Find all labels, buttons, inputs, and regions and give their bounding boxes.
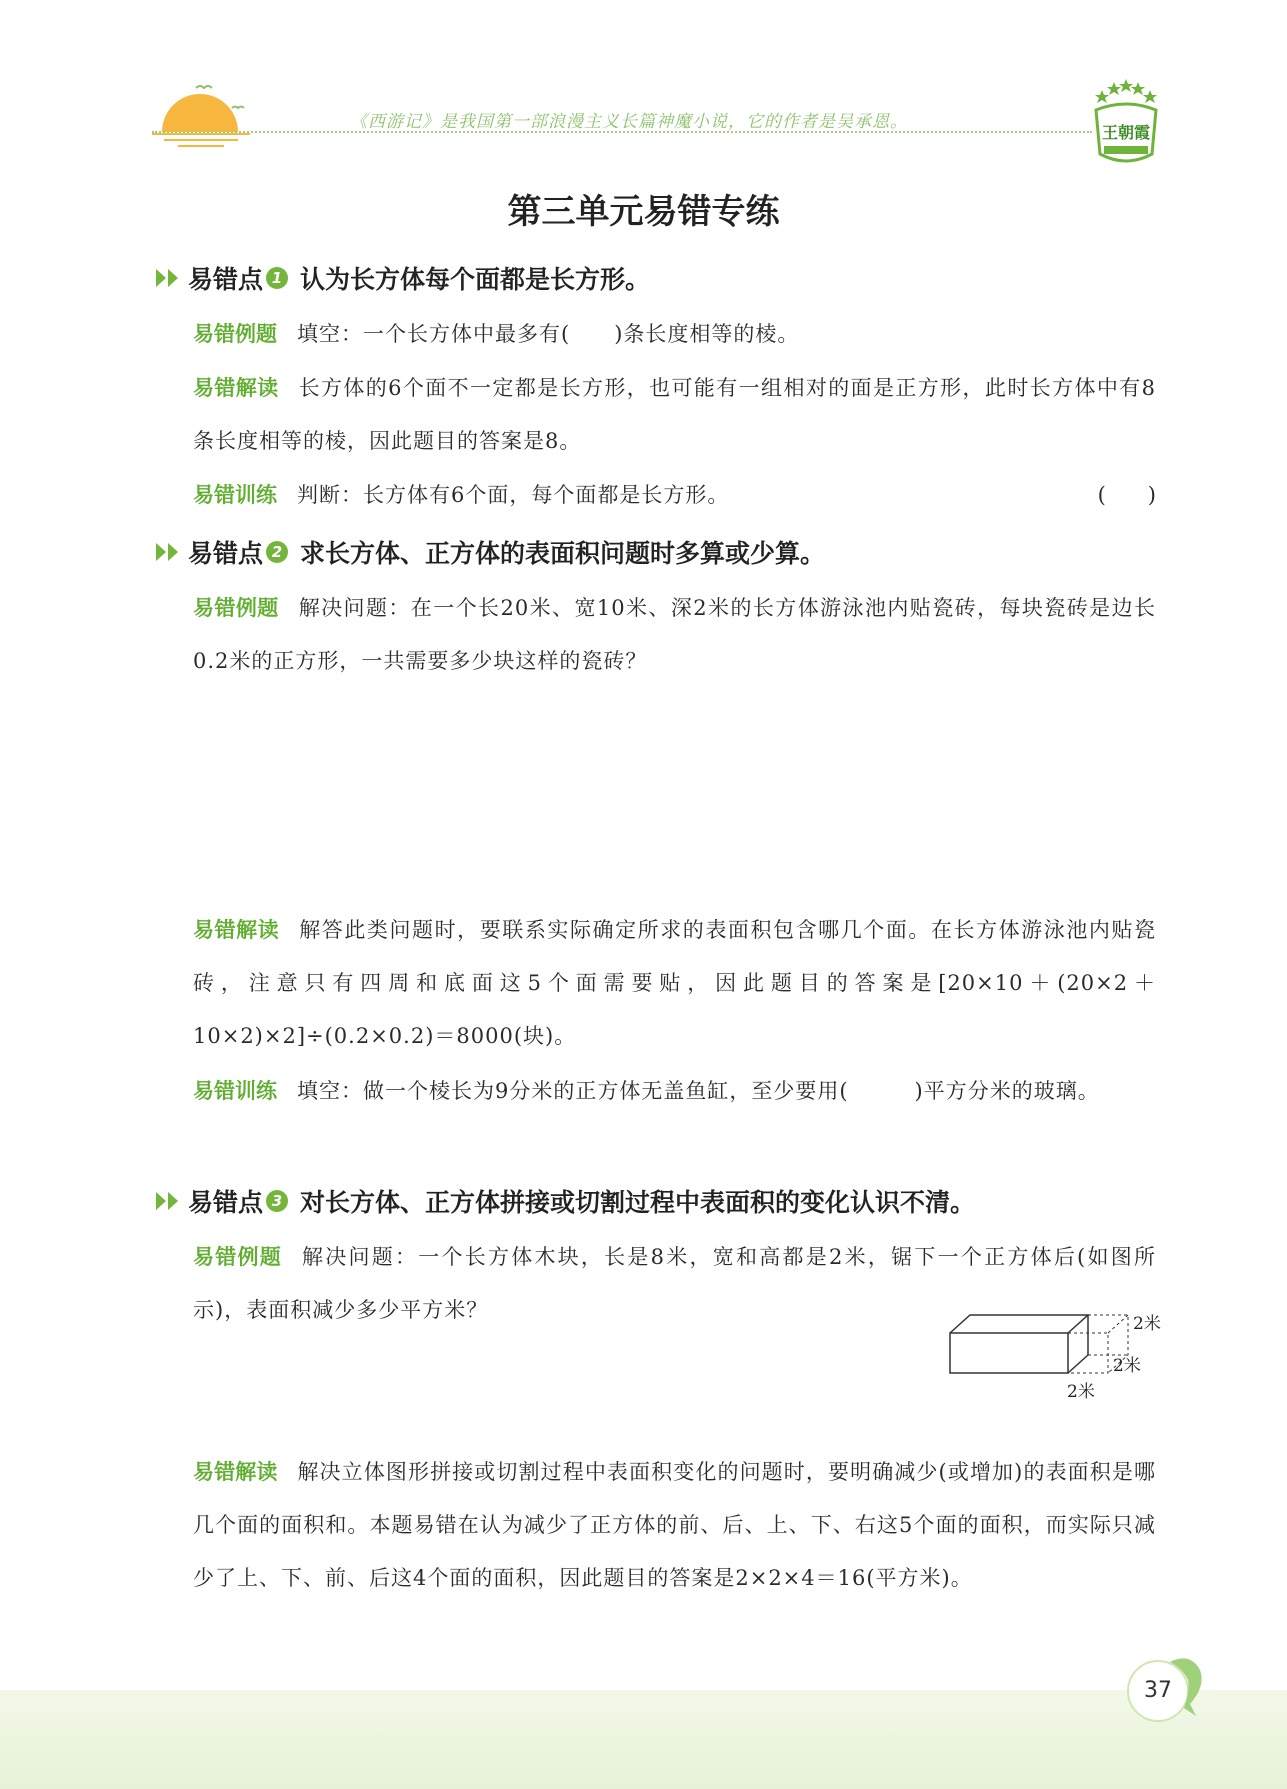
training-text: 判断：长方体有6个面，每个面都是长方形。 (297, 483, 730, 507)
training-text: 填空：做一个棱长为9分米的正方体无盖鱼缸，至少要用( )平方分米的玻璃。 (297, 1079, 1100, 1103)
height-label: 2米 (1133, 1314, 1161, 1334)
point-number-badge: 1 (266, 267, 288, 289)
badge-text: 王朝霞 (1101, 123, 1151, 142)
training-tag: 易错训练 (193, 1079, 277, 1103)
example-text: 解决问题：在一个长20米、宽10米、深2米的长方体游泳池内贴瓷砖，每块瓷砖是边长0.2米的正方形，一共需要多少块这样的瓷砖？ (193, 596, 1156, 673)
analysis-tag: 易错解读 (193, 1460, 278, 1484)
analysis-tag: 易错解读 (193, 376, 279, 400)
error-point-3-heading (156, 1183, 975, 1219)
analysis-tag: 易错解读 (193, 918, 280, 942)
double-arrow-icon (156, 1190, 182, 1212)
dolphin-icon (1160, 1652, 1210, 1722)
point-number-badge: 3 (266, 1190, 288, 1212)
error-point-2-heading (156, 534, 825, 570)
example-2 (193, 582, 1156, 688)
point-text: 认为长方体每个面都是长方形。 (300, 265, 651, 294)
header-quote: 《西游记》是我国第一部浪漫主义长篇神魔小说，它的作者是吴承恩。 (350, 112, 908, 132)
point-label: 易错点 (188, 265, 264, 294)
training-2 (193, 1065, 1156, 1118)
point-label: 易错点 (188, 1188, 264, 1217)
point-label: 易错点 (188, 539, 264, 568)
analysis-3 (193, 1446, 1156, 1605)
analysis-text: 长方体的6个面不一定都是长方形，也可能有一组相对的面是正方形，此时长方体中有8条长度相等的棱，因此题目的答案是8。 (193, 376, 1157, 453)
cuboid-figure (945, 1305, 1165, 1415)
footer-band (0, 1690, 1287, 1789)
example-text: 解决问题：一个长方体木块，长是8米，宽和高都是2米，锯下一个正方体后(如图所示)，表面积减少多少平方米？ (193, 1245, 1156, 1322)
point-number-badge: 2 (266, 541, 288, 563)
analysis-1 (193, 362, 1156, 468)
page-title: 第三单元易错专练 (507, 192, 780, 232)
example-tag: 易错例题 (193, 1245, 282, 1269)
sun-logo-icon (152, 82, 252, 152)
double-arrow-icon (156, 541, 182, 563)
length-label: 2米 (1067, 1382, 1095, 1402)
example-1 (193, 308, 1156, 361)
analysis-text: 解决立体图形拼接或切割过程中表面积变化的问题时，要明确减少(或增加)的表面积是哪几个面的面积和。本题易错在认为减少了正方体的前、后、上、下、右这5个面的面积，而实际只减少了上、下、前、后这4个面的面积，因此题目的答案是2×2×4＝16(平方米)。 (193, 1460, 1157, 1590)
example-tag: 易错例题 (193, 322, 277, 346)
analysis-2 (193, 904, 1156, 1063)
example-text: 填空：一个长方体中最多有( )条长度相等的棱。 (297, 322, 800, 346)
page-number: 37 (1127, 1660, 1189, 1722)
point-text: 求长方体、正方体的表面积问题时多算或少算。 (300, 539, 826, 568)
brand-badge-icon (1088, 76, 1164, 172)
example-tag: 易错例题 (193, 596, 279, 620)
double-arrow-icon (156, 267, 182, 289)
error-point-1-heading (156, 260, 650, 296)
answer-blank: ( ) (1097, 483, 1156, 507)
training-1 (193, 469, 1043, 522)
point-text: 对长方体、正方体拼接或切割过程中表面积的变化认识不清。 (300, 1188, 976, 1217)
width-label: 2米 (1113, 1356, 1141, 1376)
analysis-text: 解答此类问题时，要联系实际确定所求的表面积包含哪几个面。在长方体游泳池内贴瓷砖，注意只有四周和底面这5个面需要贴，因此题目的答案是[20×10＋(20×2＋10×2)×2]÷(0.2×0.2)＝8000(块)。 (193, 918, 1157, 1048)
training-tag: 易错训练 (193, 483, 277, 507)
